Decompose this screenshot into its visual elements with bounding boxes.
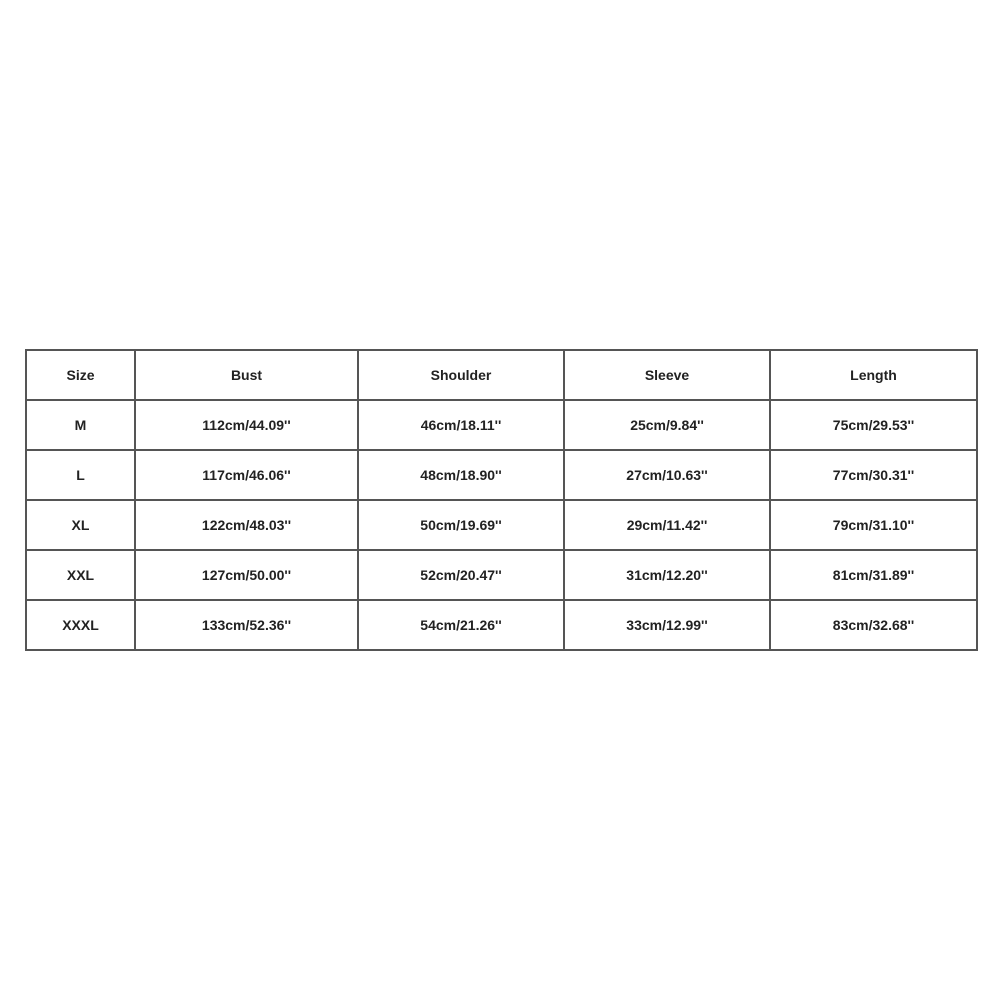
table-header-row (26, 350, 977, 400)
cell-sleeve: 25cm/9.84'' (564, 400, 770, 450)
cell-bust: 122cm/48.03'' (135, 500, 358, 550)
table-row (26, 500, 977, 550)
table-row (26, 600, 977, 650)
cell-length: 75cm/29.53'' (770, 400, 977, 450)
cell-shoulder: 48cm/18.90'' (358, 450, 564, 500)
cell-sleeve: 27cm/10.63'' (564, 450, 770, 500)
cell-shoulder: 46cm/18.11'' (358, 400, 564, 450)
header-shoulder: Shoulder (358, 350, 564, 400)
header-length: Length (770, 350, 977, 400)
cell-shoulder: 50cm/19.69'' (358, 500, 564, 550)
cell-sleeve: 29cm/11.42'' (564, 500, 770, 550)
cell-sleeve: 31cm/12.20'' (564, 550, 770, 600)
table-row (26, 400, 977, 450)
cell-size: L (26, 450, 135, 500)
cell-length: 83cm/32.68'' (770, 600, 977, 650)
table-row (26, 450, 977, 500)
cell-shoulder: 54cm/21.26'' (358, 600, 564, 650)
header-bust: Bust (135, 350, 358, 400)
cell-length: 81cm/31.89'' (770, 550, 977, 600)
cell-length: 79cm/31.10'' (770, 500, 977, 550)
cell-length: 77cm/30.31'' (770, 450, 977, 500)
table-row (26, 550, 977, 600)
cell-bust: 133cm/52.36'' (135, 600, 358, 650)
cell-sleeve: 33cm/12.99'' (564, 600, 770, 650)
cell-bust: 112cm/44.09'' (135, 400, 358, 450)
cell-size: XXXL (26, 600, 135, 650)
size-chart-table (25, 349, 978, 651)
cell-shoulder: 52cm/20.47'' (358, 550, 564, 600)
header-sleeve: Sleeve (564, 350, 770, 400)
cell-bust: 127cm/50.00'' (135, 550, 358, 600)
cell-size: M (26, 400, 135, 450)
cell-size: XL (26, 500, 135, 550)
cell-size: XXL (26, 550, 135, 600)
cell-bust: 117cm/46.06'' (135, 450, 358, 500)
header-size: Size (26, 350, 135, 400)
